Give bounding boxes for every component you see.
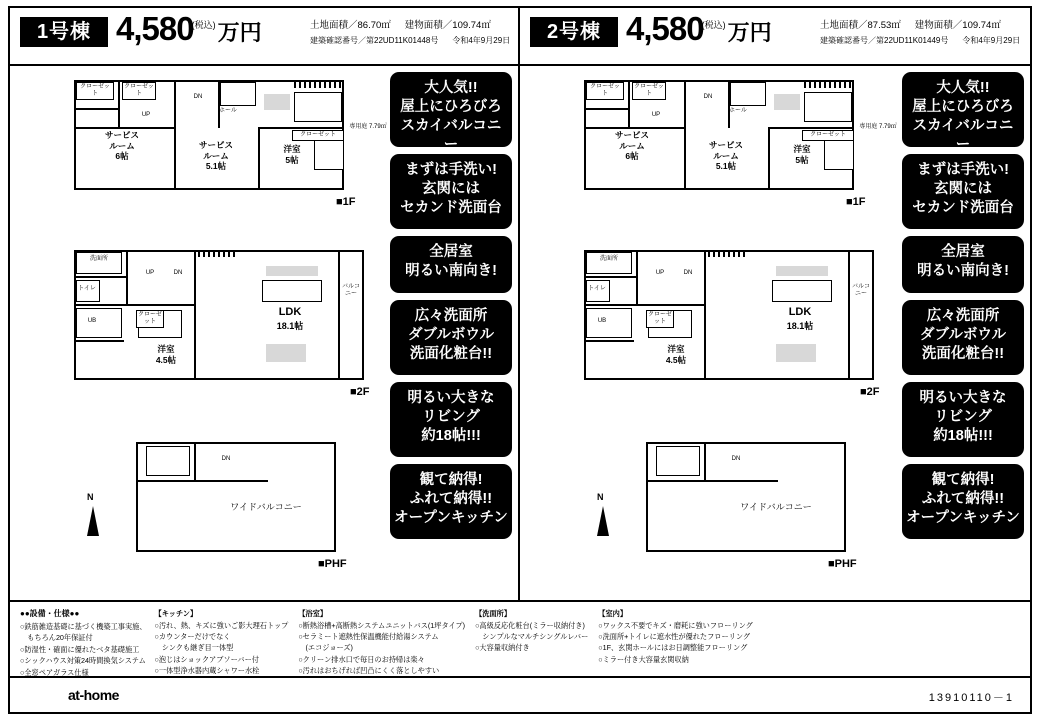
spec-column-interior xyxy=(598,608,753,678)
unit-2-2f-label-ub: UB xyxy=(597,318,607,324)
spec-bath-item-0: ○断熱浴槽+高断熱システムユニットバス(1坪タイプ) xyxy=(298,621,466,631)
unit-1-1f-room-1: サービス ルーム 6帖 xyxy=(104,130,139,162)
spec-kitchen-item-0: ○汚れ、熱、キズに強いご影大理石トップ xyxy=(154,621,289,631)
unit-2-meta xyxy=(820,18,1020,48)
unit-1-floorplan-phf xyxy=(18,432,388,592)
unit-1-2f-label-closet: クローゼット xyxy=(136,310,164,328)
unit-1-building-area: 建物面積／109.74㎡ xyxy=(404,20,491,31)
unit-2-2f-label-up: UP xyxy=(655,270,665,276)
unit-1-2f-label-washroom: 洗面所 xyxy=(89,256,108,262)
unit-1-price-tax-note: (税込) xyxy=(191,20,216,30)
unit-1-price xyxy=(116,10,262,48)
spec-kitchen-item-2: シンクも継ぎ目一体型 xyxy=(154,643,234,653)
unit-2-price-unit: 万円 xyxy=(727,20,772,45)
spec-kitchen-item-3: ○泡じはショックアブソーバー付 xyxy=(154,654,259,664)
unit-2-1f-label-closet-b: クローゼット xyxy=(632,82,666,100)
spec-column-bath xyxy=(298,608,465,678)
unit-2-building-area: 建物面積／109.74㎡ xyxy=(914,20,1001,31)
unit-1-badge-2: まずは手洗い! 玄関には セカンド洗面台 xyxy=(390,154,512,229)
unit-2-2f-room-western: 洋室 4.5帖 xyxy=(665,344,687,365)
unit-2-land-area: 土地面積／87.53㎡ xyxy=(820,20,901,31)
unit-2-price-tax-note: (税込) xyxy=(701,20,726,30)
unit-1-phf-label-dn: DN xyxy=(221,456,231,462)
spec-left-item-2: ○防湿性・確面に優れたベタ基礎施工 xyxy=(20,644,140,654)
unit-2-2f-label-closet: クローゼット xyxy=(646,310,674,328)
spec-bath-item-1: ○セラミート遮熱性保温機能付給湯システム xyxy=(298,632,439,642)
spec-column-kitchen-title: 【キッチン】 xyxy=(154,609,198,618)
unit-1-meta xyxy=(310,18,510,48)
header-unit-2 xyxy=(520,8,1030,66)
spec-left-item-0: ○鉄筋雑造基礎に基づく機築工事実施、 xyxy=(20,621,147,631)
unit-1-1f-label-up: UP xyxy=(141,112,151,118)
unit-1-2f-label-ub: UB xyxy=(87,318,97,324)
spec-bath-item-4: ○汚れはおちげれば凹凸にくく落としやすい xyxy=(298,665,440,675)
unit-1-1f-label-closet-a: クローゼット xyxy=(76,82,114,100)
unit-2-price-number: 4,580 xyxy=(626,10,704,47)
unit-1-badge-6: 観て納得! ふれて納得!! オープンキッチン xyxy=(390,464,512,539)
unit-2-badge-3: 全居室 明るい南向き! xyxy=(902,236,1024,293)
unit-2-badge-6: 観て納得! ふれて納得!! オープンキッチン xyxy=(902,464,1024,539)
unit-1-1f-label-closet-b: クローゼット xyxy=(122,82,156,100)
header-unit-1 xyxy=(10,8,520,66)
spec-column-interior-title: 【室内】 xyxy=(598,609,628,618)
unit-1-badges xyxy=(390,72,512,596)
unit-1-price-number: 4,580 xyxy=(116,10,194,47)
unit-1-2f-label-balcony: バルコニー xyxy=(341,284,360,297)
compass-north-label: N xyxy=(87,492,94,502)
unit-1-1f-label-closet-c: クローゼット xyxy=(292,130,344,141)
unit-1-floor-label-phf: ■PHF xyxy=(318,558,347,570)
unit-1-badge-3: 全居室 明るい南向き! xyxy=(390,236,512,293)
unit-1-1f-room-3: 洋室 5帖 xyxy=(283,144,301,165)
spec-interior-item-3: ○ミラー付き大容量玄関収納 xyxy=(598,654,689,664)
unit-2-1f-label-up: UP xyxy=(651,112,661,118)
spec-column-bath-title: 【浴室】 xyxy=(298,609,328,618)
unit-1-badge-4: 広々洗面所 ダブルボウル 洗面化粧台!! xyxy=(390,300,512,375)
unit-1-price-unit: 万円 xyxy=(217,20,262,45)
compass-needle-icon xyxy=(597,506,609,536)
unit-1-badge-5: 明るい大きな リビング 約18帖!!! xyxy=(390,382,512,457)
unit-2-floor-label-phf: ■PHF xyxy=(828,558,857,570)
unit-2-2f-label-balcony: バルコニー xyxy=(851,284,870,297)
unit-2-floorplan-1f xyxy=(528,72,898,222)
compass-unit-1 xyxy=(74,494,112,548)
unit-2-1f-label-closet-a: クローゼット xyxy=(586,82,624,100)
spec-washroom-item-0: ○高級反応化粧台(ミラー収納付き) xyxy=(475,621,585,631)
spec-column-kitchen xyxy=(155,608,289,678)
unit-2-2f-label-dn: DN xyxy=(683,270,693,276)
unit-2-floor-label-1f: ■1F xyxy=(846,196,866,208)
unit-1-floor-label-2f: ■2F xyxy=(350,386,370,398)
spec-bath-item-2: (エコジョーズ) xyxy=(298,643,353,653)
spec-kitchen-item-4: ○一体型浄水器内蔵シャワー水栓 xyxy=(154,665,260,675)
unit-1-2f-room-ldk: LDK 18.1帖 xyxy=(276,306,304,331)
spec-bath-item-3: ○クリーン排水口で毎日のお持帰は楽々 xyxy=(298,654,425,664)
header-row xyxy=(10,8,1030,66)
compass-unit-2 xyxy=(584,494,622,548)
unit-2-badge-2: まずは手洗い! 玄関には セカンド洗面台 xyxy=(902,154,1024,229)
unit-2-badges xyxy=(902,72,1024,596)
spec-washroom-item-1: シンプルなマルチシングルレバー xyxy=(475,632,589,642)
unit-1-1f-label-garden: 専用庭 7.79㎡ xyxy=(349,124,387,130)
unit-1-floorplans xyxy=(10,66,390,600)
compass-north-label: N xyxy=(597,492,604,502)
unit-2-permit-date: 令和4年9月29日 xyxy=(962,36,1021,46)
unit-2-floorplan-phf xyxy=(528,432,898,592)
unit-2-tag: 2号棟 xyxy=(530,17,618,47)
spec-column-washroom-title: 【洗面所】 xyxy=(475,609,512,618)
unit-1-tag: 1号棟 xyxy=(20,17,108,47)
bottom-bar xyxy=(10,676,1030,712)
unit-2-1f-room-1: サービス ルーム 6帖 xyxy=(614,130,649,162)
spec-footer xyxy=(10,600,1030,676)
unit-2-1f-room-2: サービス ルーム 5.1帖 xyxy=(708,140,743,172)
unit-2-phf-label-dn: DN xyxy=(731,456,741,462)
spec-interior-item-1: ○洗面所+トイレに遮水性が優れたフローリング xyxy=(598,632,751,642)
column-unit-2 xyxy=(520,66,1030,600)
unit-2-badge-1: 大人気!! 屋上にひろびろ スカイバルコニー xyxy=(902,72,1024,147)
unit-2-phf-room-balcony: ワイドバルコニー xyxy=(740,502,812,512)
page-frame xyxy=(8,6,1032,714)
unit-2-1f-label-closet-c: クローゼット xyxy=(802,130,854,141)
unit-2-1f-label-dn: DN xyxy=(703,94,713,100)
compass-needle-icon xyxy=(87,506,99,536)
unit-1-1f-label-hall: ホール xyxy=(219,108,237,114)
unit-2-floorplan-2f xyxy=(528,244,898,416)
spec-left-item-1: もちろん20年保証付 xyxy=(20,633,93,643)
athome-logo xyxy=(68,687,119,703)
spec-interior-item-2: ○1F、玄関ホールにはお日調整能フローリング xyxy=(598,643,748,653)
unit-2-badge-5: 明るい大きな リビング 約18帖!!! xyxy=(902,382,1024,457)
unit-2-permit: 建築確認番号／第22UD11K01449号 xyxy=(820,36,949,46)
spec-left-item-3: ○シックハウス対策24時間換気システム xyxy=(20,656,146,666)
unit-2-1f-label-garden: 専用庭 7.79㎡ xyxy=(859,124,897,130)
unit-1-permit: 建築確認番号／第22UD11K01448号 xyxy=(310,36,439,46)
unit-1-land-area: 土地面積／86.70㎡ xyxy=(310,20,391,31)
athome-logo-text: at-home xyxy=(68,687,119,703)
spec-interior-item-0: ○ワックス不要でキズ・磨耗に強いフローリング xyxy=(598,621,753,631)
spec-left xyxy=(20,608,147,678)
unit-1-2f-label-up: UP xyxy=(145,270,155,276)
spec-left-item-4: ○全窓ペアガラス仕様 xyxy=(20,667,89,677)
unit-1-floor-label-1f: ■1F xyxy=(336,196,356,208)
body xyxy=(10,66,1030,600)
unit-2-1f-label-hall: ホール xyxy=(729,108,747,114)
spec-columns xyxy=(155,608,753,678)
unit-2-2f-label-washroom: 洗面所 xyxy=(599,256,618,262)
unit-2-2f-label-toilet: トイレ xyxy=(588,286,606,292)
unit-2-floorplans xyxy=(520,66,900,600)
unit-2-1f-room-3: 洋室 5帖 xyxy=(793,144,811,165)
unit-2-badge-4: 広々洗面所 ダブルボウル 洗面化粧台!! xyxy=(902,300,1024,375)
unit-1-1f-label-dn: DN xyxy=(193,94,203,100)
unit-1-badge-1: 大人気!! 屋上にひろびろ スカイバルコニー xyxy=(390,72,512,147)
spec-kitchen-item-1: ○カウンターだけでなく xyxy=(154,632,231,642)
spec-column-washroom xyxy=(475,608,588,678)
spec-heading: ●●設備・仕様●● xyxy=(20,609,80,618)
unit-1-2f-label-toilet: トイレ xyxy=(78,286,96,292)
unit-1-1f-room-2: サービス ルーム 5.1帖 xyxy=(198,140,233,172)
unit-1-floorplan-2f xyxy=(18,244,388,416)
reference-number: 13910110－1 xyxy=(928,692,1014,704)
unit-1-2f-label-dn: DN xyxy=(173,270,183,276)
unit-2-price xyxy=(626,10,772,48)
unit-1-phf-room-balcony: ワイドバルコニー xyxy=(230,502,302,512)
unit-1-floorplan-1f xyxy=(18,72,388,222)
unit-2-floor-label-2f: ■2F xyxy=(860,386,880,398)
unit-1-permit-date: 令和4年9月29日 xyxy=(452,36,511,46)
unit-2-2f-room-ldk: LDK 18.1帖 xyxy=(786,306,814,331)
spec-washroom-item-2: ○大容量収納付き xyxy=(475,643,530,653)
column-unit-1 xyxy=(10,66,520,600)
unit-1-2f-room-western: 洋室 4.5帖 xyxy=(155,344,177,365)
